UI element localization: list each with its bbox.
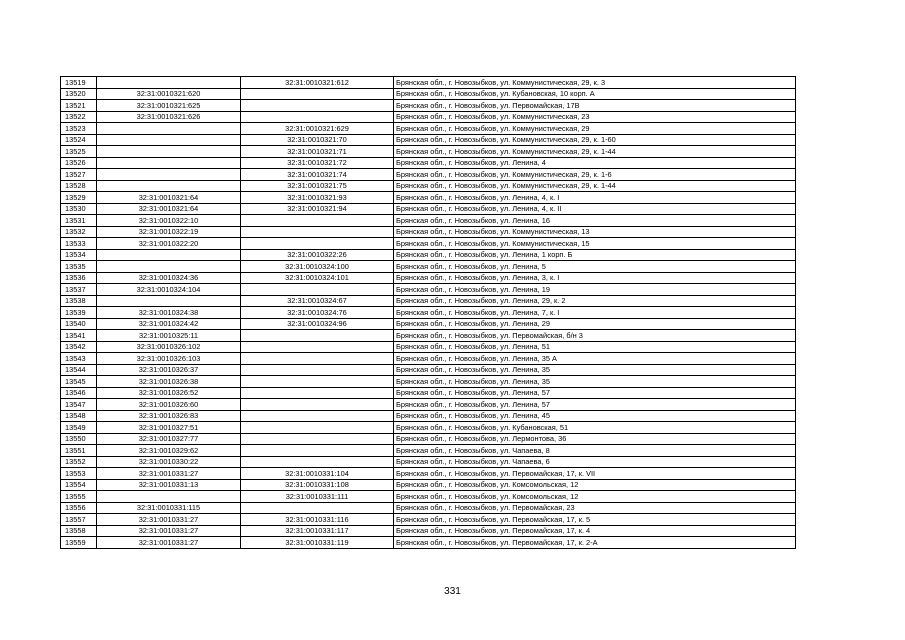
building-cadastral-number-cell xyxy=(241,111,394,123)
land-cadastral-number-cell: 32:31:0010324:104 xyxy=(97,284,241,296)
building-cadastral-number-cell xyxy=(241,456,394,468)
land-cadastral-number-cell: 32:31:0010331:13 xyxy=(97,479,241,491)
building-cadastral-number-cell xyxy=(241,433,394,445)
building-cadastral-number-cell xyxy=(241,353,394,365)
land-cadastral-number-cell: 32:31:0010324:42 xyxy=(97,318,241,330)
land-cadastral-number-cell: 32:31:0010327:51 xyxy=(97,422,241,434)
land-cadastral-number-cell: 32:31:0010325:11 xyxy=(97,330,241,342)
building-cadastral-number-cell xyxy=(241,88,394,100)
land-cadastral-number-cell: 32:31:0010327:77 xyxy=(97,433,241,445)
land-cadastral-number-cell xyxy=(97,261,241,273)
table-row xyxy=(61,284,796,296)
land-cadastral-number-cell: 32:31:0010326:38 xyxy=(97,376,241,388)
row-number-cell: 13530 xyxy=(61,203,97,215)
table-row xyxy=(61,100,796,112)
row-number-cell: 13540 xyxy=(61,318,97,330)
building-cadastral-number-cell: 32:31:0010321:70 xyxy=(241,134,394,146)
land-cadastral-number-cell: 32:31:0010322:20 xyxy=(97,238,241,250)
building-cadastral-number-cell: 32:31:0010331:119 xyxy=(241,537,394,549)
land-cadastral-number-cell: 32:31:0010331:27 xyxy=(97,525,241,537)
row-number-cell: 13541 xyxy=(61,330,97,342)
table-row xyxy=(61,433,796,445)
table-row xyxy=(61,422,796,434)
land-cadastral-number-cell: 32:31:0010322:19 xyxy=(97,226,241,238)
building-cadastral-number-cell xyxy=(241,215,394,227)
address-cell: Брянская обл., г. Новозыбков, ул. Коммунистическая, 29, к. 1-60 xyxy=(394,134,796,146)
building-cadastral-number-cell xyxy=(241,364,394,376)
row-number-cell: 13558 xyxy=(61,525,97,537)
address-cell: Брянская обл., г. Новозыбков, ул. Ленина, 5 xyxy=(394,261,796,273)
row-number-cell: 13545 xyxy=(61,376,97,388)
building-cadastral-number-cell: 32:31:0010321:94 xyxy=(241,203,394,215)
table-row xyxy=(61,353,796,365)
land-cadastral-number-cell xyxy=(97,123,241,135)
table-row xyxy=(61,399,796,411)
land-cadastral-number-cell: 32:31:0010324:36 xyxy=(97,272,241,284)
building-cadastral-number-cell xyxy=(241,376,394,388)
building-cadastral-number-cell xyxy=(241,387,394,399)
land-cadastral-number-cell: 32:31:0010326:52 xyxy=(97,387,241,399)
address-cell: Брянская обл., г. Новозыбков, ул. Первомайская, 23 xyxy=(394,502,796,514)
building-cadastral-number-cell xyxy=(241,502,394,514)
address-cell: Брянская обл., г. Новозыбков, ул. Коммунистическая, 13 xyxy=(394,226,796,238)
address-cell: Брянская обл., г. Новозыбков, ул. Первомайская, 17, к. 5 xyxy=(394,514,796,526)
row-number-cell: 13523 xyxy=(61,123,97,135)
row-number-cell: 13520 xyxy=(61,88,97,100)
table-row xyxy=(61,514,796,526)
building-cadastral-number-cell: 32:31:0010321:74 xyxy=(241,169,394,181)
table-row xyxy=(61,525,796,537)
land-cadastral-number-cell: 32:31:0010331:115 xyxy=(97,502,241,514)
building-cadastral-number-cell: 32:31:0010324:76 xyxy=(241,307,394,319)
address-cell: Брянская обл., г. Новозыбков, ул. Ленина, 29 xyxy=(394,318,796,330)
table-row xyxy=(61,88,796,100)
address-cell: Брянская обл., г. Новозыбков, ул. Комсомольская, 12 xyxy=(394,479,796,491)
land-cadastral-number-cell: 32:31:0010331:27 xyxy=(97,468,241,480)
address-cell: Брянская обл., г. Новозыбков, ул. Ленина, 57 xyxy=(394,387,796,399)
table-row xyxy=(61,192,796,204)
table-row xyxy=(61,502,796,514)
row-number-cell: 13531 xyxy=(61,215,97,227)
table-row xyxy=(61,180,796,192)
land-cadastral-number-cell: 32:31:0010331:27 xyxy=(97,514,241,526)
table-row xyxy=(61,261,796,273)
table-row xyxy=(61,146,796,158)
table-row xyxy=(61,157,796,169)
row-number-cell: 13535 xyxy=(61,261,97,273)
row-number-cell: 13555 xyxy=(61,491,97,503)
registry-table-body xyxy=(61,77,796,549)
address-cell: Брянская обл., г. Новозыбков, ул. Коммунистическая, 15 xyxy=(394,238,796,250)
address-cell: Брянская обл., г. Новозыбков, ул. Коммунистическая, 29, к. 3 xyxy=(394,77,796,89)
land-cadastral-number-cell xyxy=(97,491,241,503)
building-cadastral-number-cell: 32:31:0010321:71 xyxy=(241,146,394,158)
table-row xyxy=(61,249,796,261)
land-cadastral-number-cell: 32:31:0010321:620 xyxy=(97,88,241,100)
address-cell: Брянская обл., г. Новозыбков, ул. Первомайская, 17, к. 4 xyxy=(394,525,796,537)
row-number-cell: 13559 xyxy=(61,537,97,549)
land-cadastral-number-cell xyxy=(97,157,241,169)
land-cadastral-number-cell: 32:31:0010330:22 xyxy=(97,456,241,468)
building-cadastral-number-cell: 32:31:0010324:67 xyxy=(241,295,394,307)
building-cadastral-number-cell xyxy=(241,330,394,342)
address-cell: Брянская обл., г. Новозыбков, ул. Кубановская, 10 корп. А xyxy=(394,88,796,100)
row-number-cell: 13524 xyxy=(61,134,97,146)
land-cadastral-number-cell: 32:31:0010321:625 xyxy=(97,100,241,112)
address-cell: Брянская обл., г. Новозыбков, ул. Ленина, 4, к. II xyxy=(394,203,796,215)
row-number-cell: 13521 xyxy=(61,100,97,112)
row-number-cell: 13527 xyxy=(61,169,97,181)
table-row xyxy=(61,341,796,353)
table-row xyxy=(61,537,796,549)
land-cadastral-number-cell: 32:31:0010326:60 xyxy=(97,399,241,411)
address-cell: Брянская обл., г. Новозыбков, ул. Ленина, 7, к. I xyxy=(394,307,796,319)
land-cadastral-number-cell xyxy=(97,169,241,181)
land-cadastral-number-cell: 32:31:0010326:83 xyxy=(97,410,241,422)
row-number-cell: 13537 xyxy=(61,284,97,296)
row-number-cell: 13534 xyxy=(61,249,97,261)
address-cell: Брянская обл., г. Новозыбков, ул. Чапаева, 8 xyxy=(394,445,796,457)
row-number-cell: 13519 xyxy=(61,77,97,89)
building-cadastral-number-cell xyxy=(241,422,394,434)
land-cadastral-number-cell: 32:31:0010326:102 xyxy=(97,341,241,353)
table-row xyxy=(61,203,796,215)
table-row xyxy=(61,77,796,89)
row-number-cell: 13549 xyxy=(61,422,97,434)
building-cadastral-number-cell: 32:31:0010324:100 xyxy=(241,261,394,273)
table-row xyxy=(61,491,796,503)
address-cell: Брянская обл., г. Новозыбков, ул. Коммунистическая, 29, к. 1-6 xyxy=(394,169,796,181)
row-number-cell: 13525 xyxy=(61,146,97,158)
address-cell: Брянская обл., г. Новозыбков, ул. Первомайская, 17, к. 2-А xyxy=(394,537,796,549)
row-number-cell: 13538 xyxy=(61,295,97,307)
address-cell: Брянская обл., г. Новозыбков, ул. Ленина, 57 xyxy=(394,399,796,411)
building-cadastral-number-cell: 32:31:0010324:96 xyxy=(241,318,394,330)
address-cell: Брянская обл., г. Новозыбков, ул. Коммунистическая, 29 xyxy=(394,123,796,135)
table-row xyxy=(61,307,796,319)
address-cell: Брянская обл., г. Новозыбков, ул. Ленина, 4 xyxy=(394,157,796,169)
row-number-cell: 13552 xyxy=(61,456,97,468)
page-number: 331 xyxy=(444,586,461,597)
building-cadastral-number-cell: 32:31:0010321:93 xyxy=(241,192,394,204)
address-cell: Брянская обл., г. Новозыбков, ул. Ленина, 4, к. I xyxy=(394,192,796,204)
row-number-cell: 13539 xyxy=(61,307,97,319)
table-row xyxy=(61,123,796,135)
table-row xyxy=(61,318,796,330)
table-row xyxy=(61,169,796,181)
row-number-cell: 13542 xyxy=(61,341,97,353)
land-cadastral-number-cell xyxy=(97,77,241,89)
row-number-cell: 13546 xyxy=(61,387,97,399)
land-cadastral-number-cell: 32:31:0010324:38 xyxy=(97,307,241,319)
table-row xyxy=(61,295,796,307)
address-cell: Брянская обл., г. Новозыбков, ул. Лермонтова, 36 xyxy=(394,433,796,445)
table-row xyxy=(61,376,796,388)
address-cell: Брянская обл., г. Новозыбков, ул. Кубановская, 51 xyxy=(394,422,796,434)
row-number-cell: 13547 xyxy=(61,399,97,411)
building-cadastral-number-cell: 32:31:0010321:629 xyxy=(241,123,394,135)
table-row xyxy=(61,330,796,342)
table-row xyxy=(61,445,796,457)
row-number-cell: 13528 xyxy=(61,180,97,192)
row-number-cell: 13536 xyxy=(61,272,97,284)
row-number-cell: 13554 xyxy=(61,479,97,491)
row-number-cell: 13556 xyxy=(61,502,97,514)
table-row xyxy=(61,468,796,480)
land-cadastral-number-cell: 32:31:0010321:626 xyxy=(97,111,241,123)
land-cadastral-number-cell xyxy=(97,180,241,192)
building-cadastral-number-cell xyxy=(241,341,394,353)
address-cell: Брянская обл., г. Новозыбков, ул. Ленина, 51 xyxy=(394,341,796,353)
land-cadastral-number-cell: 32:31:0010326:103 xyxy=(97,353,241,365)
address-cell: Брянская обл., г. Новозыбков, ул. Ленина, 19 xyxy=(394,284,796,296)
land-cadastral-number-cell: 32:31:0010321:64 xyxy=(97,192,241,204)
row-number-cell: 13529 xyxy=(61,192,97,204)
land-cadastral-number-cell: 32:31:0010322:10 xyxy=(97,215,241,227)
address-cell: Брянская обл., г. Новозыбков, ул. Ленина, 1 корп. Б xyxy=(394,249,796,261)
land-cadastral-number-cell: 32:31:0010329:62 xyxy=(97,445,241,457)
table-row xyxy=(61,410,796,422)
row-number-cell: 13533 xyxy=(61,238,97,250)
row-number-cell: 13548 xyxy=(61,410,97,422)
building-cadastral-number-cell xyxy=(241,238,394,250)
land-cadastral-number-cell: 32:31:0010331:27 xyxy=(97,537,241,549)
building-cadastral-number-cell xyxy=(241,410,394,422)
building-cadastral-number-cell: 32:31:0010322:26 xyxy=(241,249,394,261)
land-cadastral-number-cell: 32:31:0010321:64 xyxy=(97,203,241,215)
table-row xyxy=(61,226,796,238)
table-row xyxy=(61,456,796,468)
address-cell: Брянская обл., г. Новозыбков, ул. Коммунистическая, 29, к. 1-44 xyxy=(394,146,796,158)
building-cadastral-number-cell: 32:31:0010321:612 xyxy=(241,77,394,89)
address-cell: Брянская обл., г. Новозыбков, ул. Ленина, 35 xyxy=(394,364,796,376)
land-cadastral-number-cell: 32:31:0010326:37 xyxy=(97,364,241,376)
address-cell: Брянская обл., г. Новозыбков, ул. Ленина, 35 А xyxy=(394,353,796,365)
row-number-cell: 13553 xyxy=(61,468,97,480)
property-registry-table xyxy=(60,76,796,549)
row-number-cell: 13557 xyxy=(61,514,97,526)
address-cell: Брянская обл., г. Новозыбков, ул. Чапаева, 6 xyxy=(394,456,796,468)
table-row xyxy=(61,238,796,250)
address-cell: Брянская обл., г. Новозыбков, ул. Коммунистическая, 29, к. 1-44 xyxy=(394,180,796,192)
address-cell: Брянская обл., г. Новозыбков, ул. Первомайская, 17, к. VII xyxy=(394,468,796,480)
address-cell: Брянская обл., г. Новозыбков, ул. Первомайская, б/н 3 xyxy=(394,330,796,342)
building-cadastral-number-cell xyxy=(241,445,394,457)
land-cadastral-number-cell xyxy=(97,249,241,261)
table-row xyxy=(61,479,796,491)
land-cadastral-number-cell xyxy=(97,295,241,307)
building-cadastral-number-cell xyxy=(241,226,394,238)
building-cadastral-number-cell: 32:31:0010321:75 xyxy=(241,180,394,192)
building-cadastral-number-cell: 32:31:0010331:117 xyxy=(241,525,394,537)
land-cadastral-number-cell xyxy=(97,134,241,146)
row-number-cell: 13551 xyxy=(61,445,97,457)
table-row xyxy=(61,272,796,284)
land-cadastral-number-cell xyxy=(97,146,241,158)
building-cadastral-number-cell: 32:31:0010331:116 xyxy=(241,514,394,526)
building-cadastral-number-cell xyxy=(241,284,394,296)
row-number-cell: 13550 xyxy=(61,433,97,445)
address-cell: Брянская обл., г. Новозыбков, ул. Комсомольская, 12 xyxy=(394,491,796,503)
address-cell: Брянская обл., г. Новозыбков, ул. Ленина, 35 xyxy=(394,376,796,388)
building-cadastral-number-cell xyxy=(241,399,394,411)
row-number-cell: 13532 xyxy=(61,226,97,238)
table-row xyxy=(61,215,796,227)
address-cell: Брянская обл., г. Новозыбков, ул. Коммунистическая, 23 xyxy=(394,111,796,123)
building-cadastral-number-cell xyxy=(241,100,394,112)
address-cell: Брянская обл., г. Новозыбков, ул. Ленина, 29, к. 2 xyxy=(394,295,796,307)
building-cadastral-number-cell: 32:31:0010324:101 xyxy=(241,272,394,284)
row-number-cell: 13526 xyxy=(61,157,97,169)
building-cadastral-number-cell: 32:31:0010321:72 xyxy=(241,157,394,169)
building-cadastral-number-cell: 32:31:0010331:111 xyxy=(241,491,394,503)
address-cell: Брянская обл., г. Новозыбков, ул. Ленина, 16 xyxy=(394,215,796,227)
address-cell: Брянская обл., г. Новозыбков, ул. Ленина, 3, к. I xyxy=(394,272,796,284)
row-number-cell: 13544 xyxy=(61,364,97,376)
row-number-cell: 13522 xyxy=(61,111,97,123)
table-row xyxy=(61,134,796,146)
row-number-cell: 13543 xyxy=(61,353,97,365)
address-cell: Брянская обл., г. Новозыбков, ул. Ленина, 45 xyxy=(394,410,796,422)
table-row xyxy=(61,111,796,123)
building-cadastral-number-cell: 32:31:0010331:104 xyxy=(241,468,394,480)
table-row xyxy=(61,364,796,376)
table-row xyxy=(61,387,796,399)
address-cell: Брянская обл., г. Новозыбков, ул. Первомайская, 17В xyxy=(394,100,796,112)
building-cadastral-number-cell: 32:31:0010331:108 xyxy=(241,479,394,491)
